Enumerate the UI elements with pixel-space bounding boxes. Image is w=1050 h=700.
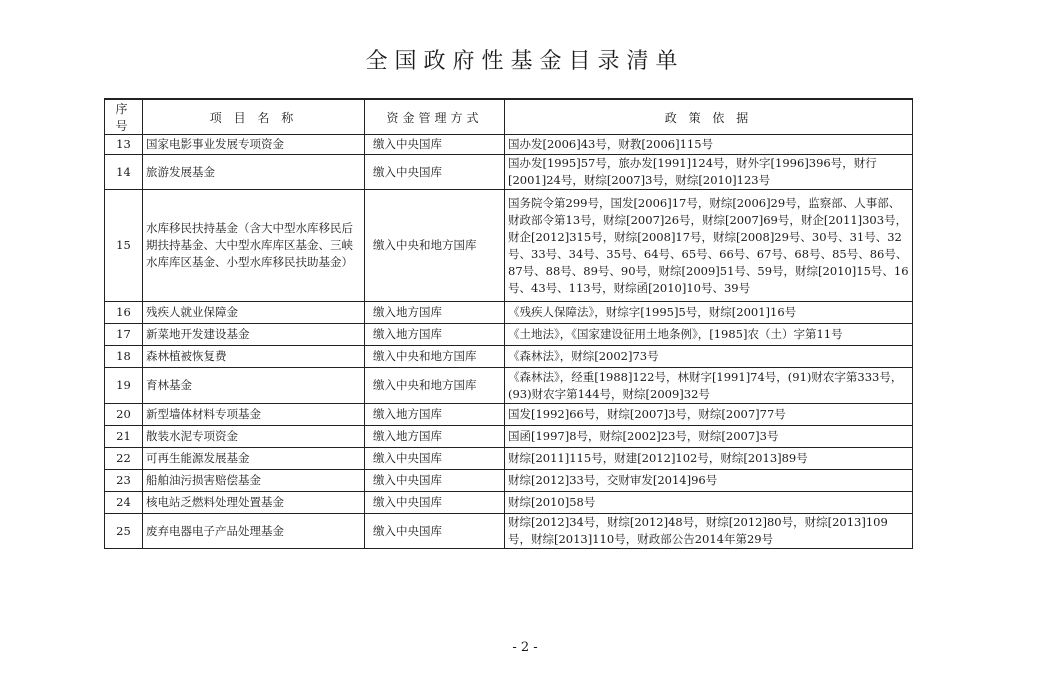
policy-basis: 财综[2012]33号，交财审发[2014]96号 [505,470,913,492]
table-row [105,346,913,368]
item-name: 旅游发展基金 [143,155,365,190]
management-method: 缴入中央和地方国库 [365,190,505,302]
table-row [105,404,913,426]
item-name: 散装水泥专项资金 [143,426,365,448]
policy-basis: 《森林法》，财综[2002]73号 [505,346,913,368]
item-name: 废弃电器电子产品处理基金 [143,514,365,549]
policy-basis: 《森林法》，经重[1988]122号，林财字[1991]74号，(91)财农字第333号，(93)财农字第144号，财综[2009]32号 [505,368,913,404]
policy-basis: 国发[1992]66号，财综[2007]3号，财综[2007]77号 [505,404,913,426]
page-number: - 2 - [512,640,538,655]
header-mgmt: 资金管理方式 [365,99,505,135]
row-number: 24 [105,492,143,514]
management-method: 缴入地方国库 [365,302,505,324]
row-number: 15 [105,190,143,302]
page-title: 全国政府性基金目录清单 [365,49,685,74]
header-name: 项 目 名 称 [143,99,365,135]
item-name: 新菜地开发建设基金 [143,324,365,346]
row-number: 21 [105,426,143,448]
policy-basis: 国务院令第299号，国发[2006]17号，财综[2006]29号，监察部、人事部、财政部令第13号，财综[2007]26号，财综[2007]69号，财企[2011]303号，财企[2012]315号，财综[2008]17号，财综[2008]29号、30号、31号、32号、33号、34号、35号、64号、65号、66号、67号、68号、85号、86号、87号、88号、89号、90号，财综[2009]51号、59号，财综[2010]15号、16号、43号、113号，财综函[2010]10号、39号 [505,190,913,302]
management-method: 缴入中央国库 [365,135,505,155]
policy-basis: 财综[2012]34号，财综[2012]48号，财综[2012]80号，财综[2013]109号，财综[2013]110号，财政部公告2014年第29号 [505,514,913,549]
row-number: 22 [105,448,143,470]
item-name: 新型墙体材料专项基金 [143,404,365,426]
header-num: 序号 [105,99,143,135]
item-name: 水库移民扶持基金（含大中型水库移民后期扶持基金、大中型水库库区基金、三峡水库库区基金、小型水库移民扶助基金） [143,190,365,302]
item-name: 核电站乏燃料处理处置基金 [143,492,365,514]
item-name: 育林基金 [143,368,365,404]
row-number: 20 [105,404,143,426]
table-header-row [105,99,913,135]
policy-basis: 国办发[2006]43号，财教[2006]115号 [505,135,913,155]
item-name: 残疾人就业保障金 [143,302,365,324]
item-name: 可再生能源发展基金 [143,448,365,470]
table-row [105,155,913,190]
management-method: 缴入地方国库 [365,426,505,448]
management-method: 缴入中央和地方国库 [365,368,505,404]
row-number: 14 [105,155,143,190]
management-method: 缴入地方国库 [365,404,505,426]
table-row [105,324,913,346]
row-number: 18 [105,346,143,368]
management-method: 缴入中央国库 [365,514,505,549]
item-name: 国家电影事业发展专项资金 [143,135,365,155]
table-row [105,426,913,448]
row-number: 25 [105,514,143,549]
policy-basis: 国办发[1995]57号，旅办发[1991]124号，财外字[1996]396号，财行[2001]24号，财综[2007]3号，财综[2010]123号 [505,155,913,190]
policy-basis: 财综[2010]58号 [505,492,913,514]
row-number: 23 [105,470,143,492]
policy-basis: 财综[2011]115号，财建[2012]102号，财综[2013]89号 [505,448,913,470]
policy-basis: 国函[1997]8号，财综[2002]23号，财综[2007]3号 [505,426,913,448]
management-method: 缴入中央和地方国库 [365,346,505,368]
management-method: 缴入地方国库 [365,324,505,346]
policy-basis: 《土地法》，《国家建设征用土地条例》，[1985]农（土）字第11号 [505,324,913,346]
management-method: 缴入中央国库 [365,448,505,470]
item-name: 森林植被恢复费 [143,346,365,368]
table-row [105,448,913,470]
table-row [105,302,913,324]
row-number: 16 [105,302,143,324]
row-number: 19 [105,368,143,404]
header-basis: 政 策 依 据 [505,99,913,135]
fund-table [104,98,913,549]
policy-basis: 《残疾人保障法》，财综字[1995]5号，财综[2001]16号 [505,302,913,324]
row-number: 13 [105,135,143,155]
item-name: 船舶油污损害赔偿基金 [143,470,365,492]
management-method: 缴入中央国库 [365,155,505,190]
management-method: 缴入中央国库 [365,470,505,492]
table-row [105,368,913,404]
table-row [105,492,913,514]
management-method: 缴入中央国库 [365,492,505,514]
table-row [105,190,913,302]
table-row [105,135,913,155]
table-row [105,470,913,492]
row-number: 17 [105,324,143,346]
table-row [105,514,913,549]
